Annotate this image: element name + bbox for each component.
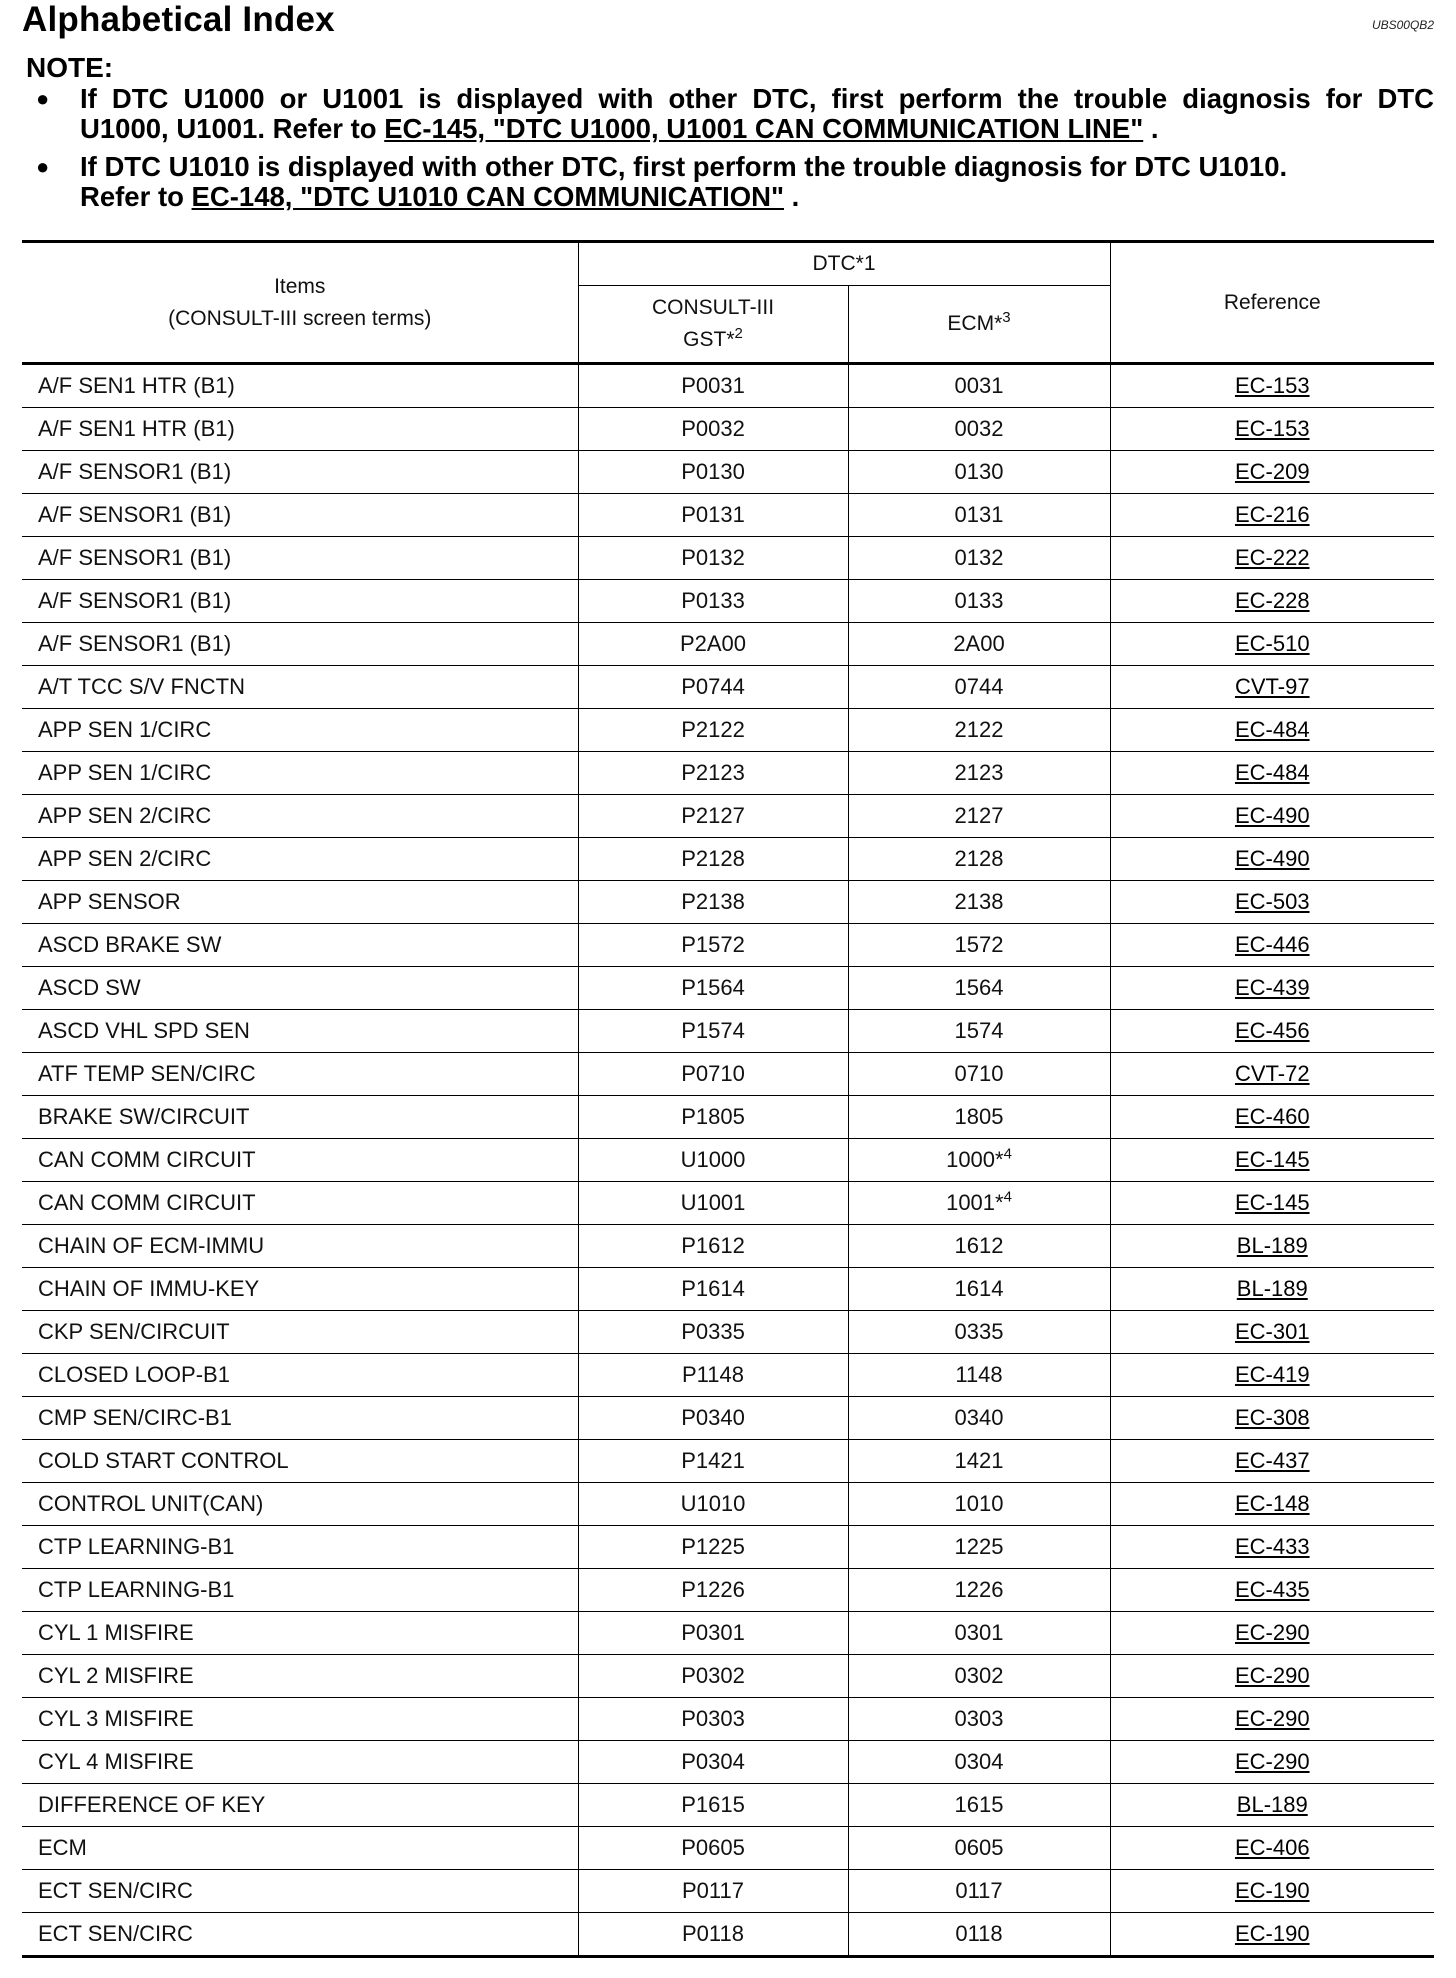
ecm-code-cell: 0301 — [848, 1612, 1110, 1655]
table-row — [22, 881, 1434, 924]
reference-link[interactable]: EC-290 — [1234, 1749, 1310, 1774]
table-row — [22, 1913, 1434, 1957]
note-text-line — [80, 113, 1159, 144]
reference-cell — [1110, 1225, 1434, 1268]
gst-code-cell: U1010 — [578, 1483, 848, 1526]
gst-code-cell: P0031 — [578, 364, 848, 408]
reference-cell — [1110, 967, 1434, 1010]
item-cell: BRAKE SW/CIRCUIT — [22, 1096, 578, 1139]
gst-code-cell: P1564 — [578, 967, 848, 1010]
reference-cell — [1110, 451, 1434, 494]
dtc-index-table — [22, 240, 1434, 1958]
item-cell: A/F SENSOR1 (B1) — [22, 537, 578, 580]
table-row — [22, 1182, 1434, 1225]
item-cell: CYL 2 MISFIRE — [22, 1655, 578, 1698]
gst-code-cell: P2128 — [578, 838, 848, 881]
table-row — [22, 1397, 1434, 1440]
reference-cell — [1110, 1526, 1434, 1569]
reference-cell — [1110, 795, 1434, 838]
note-text-line: If DTC U1010 is displayed with other DTC, first perform the trouble diagnosis for DTC U1010. — [80, 151, 1288, 182]
gst-code-cell: P0605 — [578, 1827, 848, 1870]
header-items — [22, 242, 578, 364]
gst-code-cell: P1421 — [578, 1440, 848, 1483]
header-ecm: ECM*$^3$ — [848, 286, 1110, 364]
page-title: Alphabetical Index — [22, 0, 335, 39]
note-label: NOTE: — [26, 52, 114, 83]
header-items-title: Items — [274, 274, 326, 298]
reference-link[interactable]: EC-190 — [1234, 1878, 1310, 1903]
reference-cell — [1110, 364, 1434, 408]
ecm-code-cell: 0304 — [848, 1741, 1110, 1784]
ecm-code-cell: 2138 — [848, 881, 1110, 924]
ecm-code-cell: 2128 — [848, 838, 1110, 881]
gst-code-cell: P0133 — [578, 580, 848, 623]
reference-link[interactable]: EC-290 — [1234, 1706, 1310, 1731]
item-cell: APP SEN 1/CIRC — [22, 709, 578, 752]
ecm-code-cell: 1574 — [848, 1010, 1110, 1053]
item-cell: APP SEN 2/CIRC — [22, 838, 578, 881]
ecm-code-cell: 2122 — [848, 709, 1110, 752]
reference-link[interactable]: EC-503 — [1234, 889, 1310, 914]
reference-link[interactable]: EC-145 — [1234, 1147, 1310, 1172]
note-item — [26, 84, 1434, 144]
dtc-index-table-container — [22, 240, 1434, 1958]
reference-link[interactable]: EC-490 — [1234, 803, 1310, 828]
reference-cell — [1110, 1397, 1434, 1440]
item-cell: DIFFERENCE OF KEY — [22, 1784, 578, 1827]
reference-cell — [1110, 1053, 1434, 1096]
table-row — [22, 580, 1434, 623]
ecm-code-cell: 0605 — [848, 1827, 1110, 1870]
reference-link[interactable]: EC-446 — [1234, 932, 1310, 957]
header-consult-label: CONSULT-III — [651, 296, 775, 319]
ecm-code-cell: 0118 — [848, 1913, 1110, 1957]
header-items-subtitle: (CONSULT-III screen terms) — [168, 306, 432, 330]
item-cell: APP SEN 1/CIRC — [22, 752, 578, 795]
gst-code-cell: P0710 — [578, 1053, 848, 1096]
item-cell: APP SENSOR — [22, 881, 578, 924]
ecm-code-cell: 1614 — [848, 1268, 1110, 1311]
reference-link[interactable]: EC-406 — [1234, 1835, 1310, 1860]
item-cell: ECT SEN/CIRC — [22, 1913, 578, 1957]
reference-cell — [1110, 580, 1434, 623]
ecm-code-cell: 2127 — [848, 795, 1110, 838]
ecm-code-cell: 0132 — [848, 537, 1110, 580]
note-text-line — [80, 181, 799, 212]
reference-link[interactable]: EC-456 — [1234, 1018, 1310, 1043]
reference-link[interactable]: EC-301 — [1234, 1319, 1310, 1344]
item-cell: A/F SENSOR1 (B1) — [22, 623, 578, 666]
note-item — [26, 152, 1434, 212]
item-cell: CMP SEN/CIRC-B1 — [22, 1397, 578, 1440]
table-row — [22, 1655, 1434, 1698]
gst-code-cell: P1148 — [578, 1354, 848, 1397]
item-cell: A/T TCC S/V FNCTN — [22, 666, 578, 709]
table-row — [22, 1569, 1434, 1612]
reference-link[interactable]: EC-308 — [1234, 1405, 1310, 1430]
reference-cell — [1110, 1913, 1434, 1957]
reference-link[interactable]: EC-228 — [1234, 588, 1310, 613]
header-dtc: DTC*1 — [578, 242, 1110, 286]
item-cell: A/F SENSOR1 (B1) — [22, 580, 578, 623]
item-cell: CYL 1 MISFIRE — [22, 1612, 578, 1655]
ecm-code-cell: 1572 — [848, 924, 1110, 967]
reference-link[interactable]: EC-484 — [1234, 760, 1310, 785]
item-cell: ECM — [22, 1827, 578, 1870]
item-cell: CLOSED LOOP-B1 — [22, 1354, 578, 1397]
table-row — [22, 364, 1434, 408]
table-row — [22, 1612, 1434, 1655]
gst-code-cell: P0335 — [578, 1311, 848, 1354]
ecm-code-cell: 0031 — [848, 364, 1110, 408]
gst-code-cell: P0303 — [578, 1698, 848, 1741]
ecm-code-cell: 1615 — [848, 1784, 1110, 1827]
bullet-icon: ● — [36, 86, 50, 111]
dtc-table-body — [22, 364, 1434, 1957]
item-cell: A/F SEN1 HTR (B1) — [38, 373, 235, 398]
item-cell: APP SEN 2/CIRC — [22, 795, 578, 838]
table-row — [22, 1096, 1434, 1139]
gst-code-cell: P0032 — [578, 408, 848, 451]
reference-link[interactable]: EC-437 — [1234, 1448, 1310, 1473]
table-row — [22, 666, 1434, 709]
ecm-code-cell: 2A00 — [848, 623, 1110, 666]
gst-code-cell: P0118 — [578, 1913, 848, 1957]
item-cell: ATF TEMP SEN/CIRC — [22, 1053, 578, 1096]
reference-cell — [1110, 1741, 1434, 1784]
table-row — [22, 1440, 1434, 1483]
reference-cell — [1110, 1354, 1434, 1397]
header-consult-gst — [578, 286, 848, 364]
reference-cell — [1110, 1827, 1434, 1870]
table-row — [22, 1225, 1434, 1268]
table-row — [22, 1526, 1434, 1569]
ecm-code-cell: 0303 — [848, 1698, 1110, 1741]
gst-code-cell: U1001 — [578, 1182, 848, 1225]
table-row — [22, 967, 1434, 1010]
gst-code-cell: P1225 — [578, 1526, 848, 1569]
item-cell: A/F SENSOR1 (B1) — [22, 451, 578, 494]
reference-link[interactable]: EC-490 — [1234, 846, 1310, 871]
note-text: . — [1143, 113, 1159, 144]
gst-code-cell: U1000 — [578, 1139, 848, 1182]
ecm-code-cell: 0130 — [848, 451, 1110, 494]
item-cell: CONTROL UNIT(CAN) — [22, 1483, 578, 1526]
ecm-code-cell: 0133 — [848, 580, 1110, 623]
reference-link[interactable]: BL-189 — [1236, 1233, 1308, 1258]
table-row — [22, 795, 1434, 838]
reference-cell — [1110, 1010, 1434, 1053]
ecm-code-cell: 1001*$^4$ — [848, 1182, 1110, 1225]
ecm-code-cell: 2123 — [848, 752, 1110, 795]
gst-code-cell: P2127 — [578, 795, 848, 838]
table-row — [22, 537, 1434, 580]
ecm-code-cell: 1421 — [848, 1440, 1110, 1483]
reference-cell — [1110, 1440, 1434, 1483]
ecm-code-cell: 0131 — [848, 494, 1110, 537]
reference-link[interactable]: EC-460 — [1234, 1104, 1310, 1129]
table-row — [22, 1311, 1434, 1354]
reference-link[interactable]: EC-510 — [1234, 631, 1310, 656]
reference-cell — [1110, 881, 1434, 924]
item-cell: CYL 4 MISFIRE — [22, 1741, 578, 1784]
header-reference: Reference — [1110, 242, 1434, 364]
note-reference-link[interactable]: EC-145, "DTC U1000, U1001 CAN COMMUNICATION LINE" — [384, 113, 1144, 144]
header-gst-label: GST*$^2$ — [683, 325, 743, 351]
reference-cell — [1110, 1569, 1434, 1612]
note-text: . — [784, 181, 800, 212]
reference-link[interactable]: EC-290 — [1234, 1663, 1310, 1688]
item-cell: CAN COMM CIRCUIT — [22, 1182, 578, 1225]
gst-code-cell: P0131 — [578, 494, 848, 537]
gst-code-cell: P0340 — [578, 1397, 848, 1440]
reference-link[interactable]: EC-216 — [1234, 502, 1310, 527]
ecm-code-cell: 0032 — [848, 408, 1110, 451]
reference-cell — [1110, 1268, 1434, 1311]
gst-code-cell: P1574 — [578, 1010, 848, 1053]
ecm-code-cell: 1805 — [848, 1096, 1110, 1139]
note-text-line: If DTC U1000 or U1001 is displayed with other DTC, first perform the trouble diagnosis for DTC — [80, 83, 1434, 114]
note-text: U1000, U1001. Refer to — [80, 113, 385, 144]
gst-code-cell: P0132 — [578, 537, 848, 580]
note-list — [26, 84, 1434, 220]
table-row — [22, 838, 1434, 881]
item-cell: CAN COMM CIRCUIT — [22, 1139, 578, 1182]
table-row — [22, 451, 1434, 494]
reference-link[interactable]: EC-148 — [1234, 1491, 1310, 1516]
ecm-code-cell: 1148 — [848, 1354, 1110, 1397]
reference-link[interactable]: CVT-72 — [1234, 1061, 1310, 1086]
reference-cell — [1110, 1096, 1434, 1139]
reference-cell — [1110, 623, 1434, 666]
item-cell: ASCD VHL SPD SEN — [22, 1010, 578, 1053]
gst-code-cell: P0130 — [578, 451, 848, 494]
reference-link[interactable]: EC-484 — [1234, 717, 1310, 742]
ecm-code-cell: 0302 — [848, 1655, 1110, 1698]
item-cell: CHAIN OF IMMU-KEY — [22, 1268, 578, 1311]
table-row — [22, 1139, 1434, 1182]
table-row — [22, 1741, 1434, 1784]
ecm-code-cell: 0340 — [848, 1397, 1110, 1440]
ecm-code-cell: 1225 — [848, 1526, 1110, 1569]
reference-cell — [1110, 1655, 1434, 1698]
reference-cell — [1110, 1139, 1434, 1182]
table-row — [22, 752, 1434, 795]
gst-code-cell: P0302 — [578, 1655, 848, 1698]
reference-link[interactable]: EC-222 — [1234, 545, 1310, 570]
item-cell: CTP LEARNING-B1 — [22, 1569, 578, 1612]
table-row — [22, 1698, 1434, 1741]
reference-cell — [1110, 666, 1434, 709]
ecm-code-cell: 0117 — [848, 1870, 1110, 1913]
table-row — [22, 1053, 1434, 1096]
reference-link[interactable]: EC-435 — [1234, 1577, 1310, 1602]
ecm-code-cell: 1612 — [848, 1225, 1110, 1268]
table-row — [22, 924, 1434, 967]
reference-link[interactable]: CVT-97 — [1234, 674, 1310, 699]
reference-link[interactable]: EC-145 — [1234, 1190, 1310, 1215]
table-row — [22, 494, 1434, 537]
gst-code-cell: P1614 — [578, 1268, 848, 1311]
reference-cell — [1110, 924, 1434, 967]
gst-code-cell: P2138 — [578, 881, 848, 924]
table-row — [22, 1268, 1434, 1311]
bullet-icon: ● — [36, 154, 50, 179]
reference-link[interactable]: EC-190 — [1234, 1921, 1310, 1946]
table-row — [22, 1870, 1434, 1913]
reference-link[interactable]: EC-153 — [1234, 373, 1310, 398]
reference-cell — [1110, 709, 1434, 752]
item-cell: CHAIN OF ECM-IMMU — [22, 1225, 578, 1268]
reference-link[interactable]: EC-439 — [1234, 975, 1310, 1000]
table-row — [22, 408, 1434, 451]
reference-cell — [1110, 494, 1434, 537]
note-reference-link[interactable]: EC-148, "DTC U1010 CAN COMMUNICATION" — [191, 181, 784, 212]
item-cell: CKP SEN/CIRCUIT — [22, 1311, 578, 1354]
item-cell: ASCD SW — [22, 967, 578, 1010]
table-row — [22, 1010, 1434, 1053]
table-row — [22, 623, 1434, 666]
gst-code-cell: P1805 — [578, 1096, 848, 1139]
gst-code-cell: P2A00 — [578, 623, 848, 666]
gst-code-cell: P0304 — [578, 1741, 848, 1784]
ecm-code-cell: 0710 — [848, 1053, 1110, 1096]
ecm-code-cell: 1000*$^4$ — [848, 1139, 1110, 1182]
gst-code-cell: P0744 — [578, 666, 848, 709]
reference-link[interactable]: EC-290 — [1234, 1620, 1310, 1645]
reference-cell — [1110, 1311, 1434, 1354]
gst-code-cell: P1615 — [578, 1784, 848, 1827]
item-cell: A/F SENSOR1 (B1) — [22, 494, 578, 537]
table-row — [22, 1354, 1434, 1397]
note-text: Refer to — [80, 181, 192, 212]
item-cell: CTP LEARNING-B1 — [22, 1526, 578, 1569]
reference-link[interactable]: BL-189 — [1236, 1792, 1308, 1817]
ecm-code-cell: 1564 — [848, 967, 1110, 1010]
reference-cell — [1110, 1182, 1434, 1225]
gst-code-cell: P1572 — [578, 924, 848, 967]
reference-cell — [1110, 1784, 1434, 1827]
gst-code-cell: P0117 — [578, 1870, 848, 1913]
table-row — [22, 1827, 1434, 1870]
ecm-code-cell: 0744 — [848, 666, 1110, 709]
ecm-code-cell: 1226 — [848, 1569, 1110, 1612]
reference-cell — [1110, 1483, 1434, 1526]
table-row — [22, 1483, 1434, 1526]
table-row — [22, 709, 1434, 752]
gst-code-cell: P2122 — [578, 709, 848, 752]
ecm-code-cell: 1010 — [848, 1483, 1110, 1526]
reference-link[interactable]: EC-433 — [1234, 1534, 1310, 1559]
reference-link[interactable]: EC-153 — [1234, 416, 1310, 441]
item-cell: ECT SEN/CIRC — [22, 1870, 578, 1913]
reference-cell — [1110, 408, 1434, 451]
gst-code-cell: P2123 — [578, 752, 848, 795]
gst-code-cell: P1226 — [578, 1569, 848, 1612]
reference-cell — [1110, 838, 1434, 881]
table-row — [22, 1784, 1434, 1827]
gst-code-cell: P0301 — [578, 1612, 848, 1655]
reference-link[interactable]: BL-189 — [1236, 1276, 1308, 1301]
item-cell: ASCD BRAKE SW — [22, 924, 578, 967]
gst-code-cell: P1612 — [578, 1225, 848, 1268]
item-cell: A/F SEN1 HTR (B1) — [22, 408, 578, 451]
item-cell: COLD START CONTROL — [22, 1440, 578, 1483]
item-cell: CYL 3 MISFIRE — [22, 1698, 578, 1741]
reference-cell — [1110, 1612, 1434, 1655]
reference-cell — [1110, 752, 1434, 795]
reference-link[interactable]: EC-419 — [1234, 1362, 1310, 1387]
document-code: UBS00QB2 — [1371, 18, 1434, 32]
reference-cell — [1110, 1698, 1434, 1741]
reference-cell — [1110, 1870, 1434, 1913]
reference-link[interactable]: EC-209 — [1234, 459, 1310, 484]
reference-cell — [1110, 537, 1434, 580]
ecm-code-cell: 0335 — [848, 1311, 1110, 1354]
